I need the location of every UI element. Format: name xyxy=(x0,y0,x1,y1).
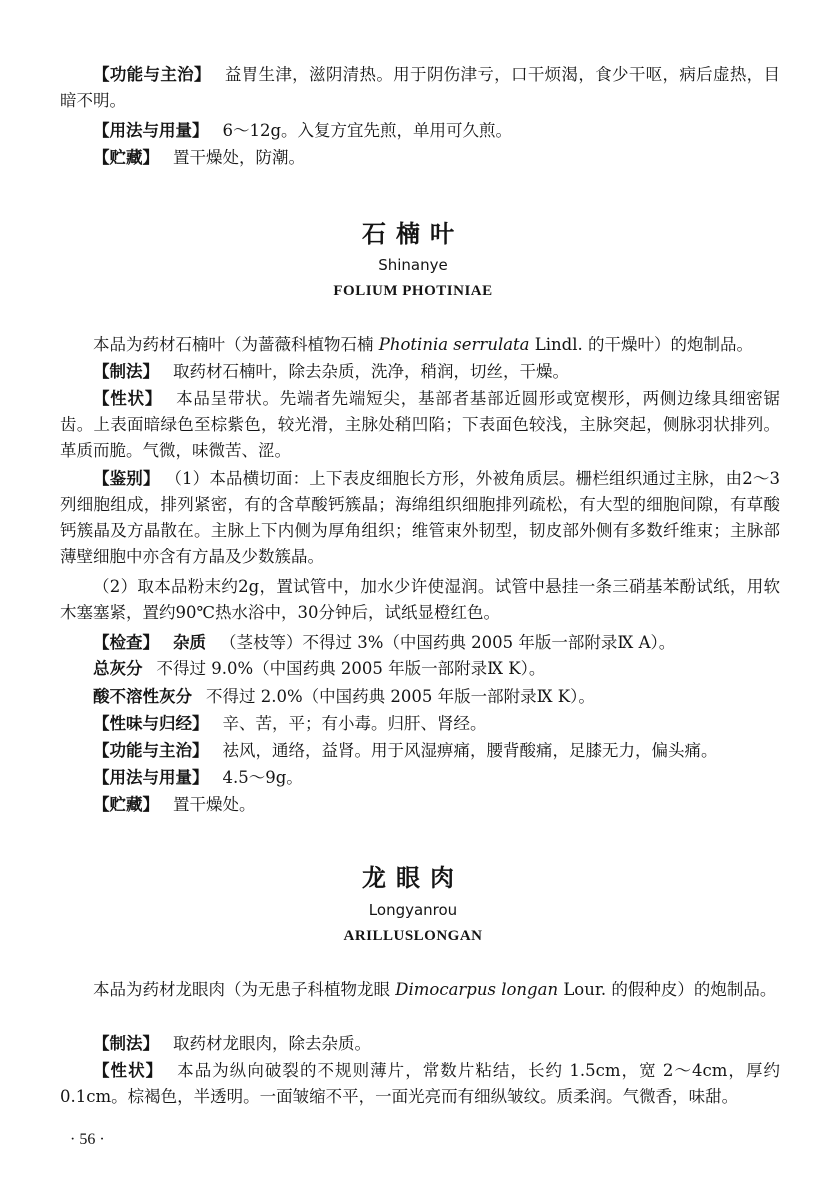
text-acid-ash: 不得过 2.0%（中国药典 2005 年版一部附录Ⅸ K）。 xyxy=(206,687,595,706)
label-check: 【检查】 xyxy=(93,633,159,652)
label-storage: 【贮藏】 xyxy=(93,148,159,167)
section-latin-longyanrou: ARILLUSLONGAN xyxy=(343,928,483,944)
paragraph-nature-shinanye xyxy=(60,711,780,737)
label-acid-ash: 酸不溶性灰分 xyxy=(93,687,192,706)
intro-text-pre: 本品为药材龙眼肉（为无患子科植物龙眼 xyxy=(93,980,396,999)
paragraph-acid-ash-shinanye xyxy=(60,684,780,710)
text-check: （茎枝等）不得过 3%（中国药典 2005 年版一部附录Ⅸ A）。 xyxy=(220,633,676,652)
paragraph-ash-shinanye xyxy=(60,656,780,682)
text-storage: 置干燥处。 xyxy=(173,795,256,814)
label-method: 【制法】 xyxy=(93,1034,159,1053)
paragraph-storage-top xyxy=(60,145,780,171)
paragraph-check-shinanye xyxy=(60,630,780,656)
paragraph-identify-shinanye xyxy=(60,466,780,570)
section-title-longyanrou: 龙眼肉 xyxy=(362,864,464,892)
paragraph-method-shinanye xyxy=(60,359,780,385)
text-usage: 4.5～9g。 xyxy=(222,768,303,787)
section-title-shinanye: 石楠叶 xyxy=(362,220,464,248)
section-latin-shinanye: FOLIUM PHOTINIAE xyxy=(333,283,493,299)
intro-text-post: Lour. 的假种皮）的炮制品。 xyxy=(558,980,777,999)
intro-latin-name: Photinia serrulata xyxy=(378,335,530,354)
section-pinyin-longyanrou: Longyanrou xyxy=(368,901,458,919)
intro-text-pre: 本品为药材石楠叶（为蔷薇科植物石楠 xyxy=(93,335,379,354)
paragraph-method-longyanrou xyxy=(60,1031,780,1057)
paragraph-character-shinanye xyxy=(60,386,780,464)
paragraph-storage-shinanye xyxy=(60,792,780,818)
paragraph-intro-shinanye xyxy=(60,332,780,358)
label-usage: 【用法与用量】 xyxy=(93,121,209,140)
text-usage: 6～12g。入复方宜先煎，单用可久煎。 xyxy=(222,121,513,140)
paragraph-function-top xyxy=(60,62,780,114)
label-usage: 【用法与用量】 xyxy=(93,768,209,787)
paragraph-identify2-shinanye xyxy=(60,574,780,626)
paragraph-usage-shinanye xyxy=(60,765,780,791)
label-storage: 【贮藏】 xyxy=(93,795,159,814)
text-identify: （1）本品横切面：上下表皮细胞长方形，外被角质层。栅栏组织通过主脉，由2～3列细胞组成，排列紧密，有的含草酸钙簇晶；海绵组织细胞排列疏松，有大型的细胞间隙，有草酸钙簇晶及方晶散在。主脉上下内侧为厚角组织；维管束外韧型，韧皮部外侧有多数纤维束；主脉部薄壁细胞中亦含有方晶及少数簇晶。 xyxy=(60,469,781,566)
label-character: 【性状】 xyxy=(93,1061,164,1080)
label-method: 【制法】 xyxy=(93,362,159,381)
label-impurity: 杂质 xyxy=(173,633,206,652)
section-pinyin-shinanye: Shinanye xyxy=(378,256,448,274)
text-identify-2: （2）取本品粉末约2g，置试管中，加水少许使湿润。试管中悬挂一条三硝基苯酚试纸，用软木塞塞紧，置约90℃热水浴中，30分钟后，试纸显橙红色。 xyxy=(60,577,780,622)
label-nature: 【性味与归经】 xyxy=(93,714,209,733)
intro-latin-name: Dimocarpus longan xyxy=(395,980,559,999)
paragraph-usage-top xyxy=(60,118,780,144)
page-number: · 56 · xyxy=(70,1131,105,1148)
text-character: 本品为纵向破裂的不规则薄片，常数片粘结，长约 1.5cm，宽 2～4cm，厚约 0.1cm。棕褐色，半透明。一面皱缩不平，一面光亮而有细纵皱纹。质柔润。气微香，味甜。 xyxy=(60,1061,781,1106)
label-function: 【功能与主治】 xyxy=(93,741,209,760)
text-nature: 辛、苦，平；有小毒。归肝、肾经。 xyxy=(222,714,487,733)
intro-text-post: Lindl. 的干燥叶）的炮制品。 xyxy=(529,335,753,354)
text-method: 取药材龙眼肉，除去杂质。 xyxy=(173,1034,371,1053)
label-identify: 【鉴别】 xyxy=(93,469,160,488)
label-function: 【功能与主治】 xyxy=(93,65,211,84)
text-character: 本品呈带状。先端者先端短尖，基部者基部近圆形或宽楔形，两侧边缘具细密锯齿。上表面暗绿色至棕紫色，较光滑，主脉处稍凹陷；下表面色较浅，主脉突起，侧脉羽状排列。革质而脆。气微，味微苦、涩。 xyxy=(60,389,781,460)
paragraph-intro-longyanrou xyxy=(60,977,780,1003)
paragraph-character-longyanrou xyxy=(60,1058,780,1110)
label-character: 【性状】 xyxy=(93,389,163,408)
label-total-ash: 总灰分 xyxy=(93,659,143,678)
text-method: 取药材石楠叶，除去杂质，洗净，稍润，切丝，干燥。 xyxy=(173,362,569,381)
text-storage: 置干燥处，防潮。 xyxy=(173,148,305,167)
text-function: 益胃生津，滋阴清热。用于阴伤津亏，口干烦渴，食少干呕，病后虚热，目暗不明。 xyxy=(60,65,781,110)
text-function: 祛风，通络，益肾。用于风湿痹痛，腰背酸痛，足膝无力，偏头痛。 xyxy=(222,741,718,760)
paragraph-function-shinanye xyxy=(60,738,780,764)
text-total-ash: 不得过 9.0%（中国药典 2005 年版一部附录Ⅸ K）。 xyxy=(156,659,546,678)
